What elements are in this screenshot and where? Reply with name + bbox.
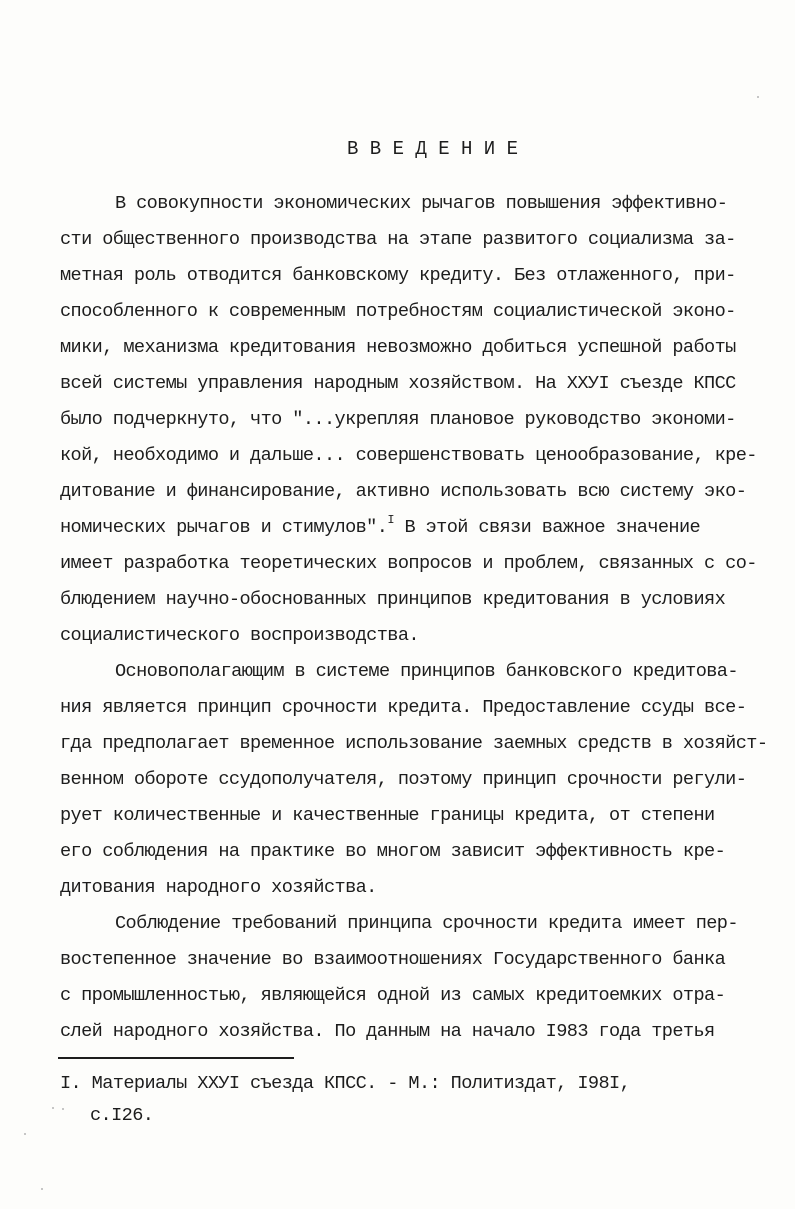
text-segment: В этой связи важное значение: [393, 517, 701, 538]
text-line: гда предполагает временное использование заемных средств в хозяйст-: [60, 733, 768, 754]
text-line: кой, необходимо и дальше... совершенствовать ценообразование, кре-: [60, 445, 757, 466]
text-line: рует количественные и качественные границы кредита, от степени: [60, 805, 715, 826]
text-line: блюдением научно-обоснованных принципов кредитования в условиях: [60, 589, 726, 610]
text-line: В совокупности экономических рычагов повышения эффективно-: [115, 193, 728, 214]
text-line: его соблюдения на практике во многом зависит эффективность кре-: [60, 841, 726, 862]
footnote-reference-mark: I: [387, 513, 394, 527]
text-line: с промышленностью, являющейся одной из самых кредитоемких отра-: [60, 985, 726, 1006]
text-line: социалистического воспроизводства.: [60, 625, 419, 646]
footnote-line: I. Материалы ХХУI съезда КПСС. - М.: Политиздат, I98I,: [60, 1073, 631, 1094]
text-line: ния является принцип срочности кредита. Предоставление ссуды все-: [60, 697, 747, 718]
text-line: всей системы управления народным хозяйством. На ХХУI съезде КПСС: [60, 373, 736, 394]
scan-speck: [41, 1188, 43, 1190]
page-title: В В Е Д Е Н И Е: [346, 138, 519, 160]
text-line: дитования народного хозяйства.: [60, 877, 377, 898]
text-line: Основополагающим в системе принципов банковского кредитова-: [115, 661, 738, 682]
text-line: востепенное значение во взаимоотношениях Государственного банка: [60, 949, 726, 970]
text-line: сти общественного производства на этапе развитого социализма за-: [60, 229, 736, 250]
text-line: имеет разработка теоретических вопросов и проблем, связанных с со-: [60, 553, 757, 574]
text-line: слей народного хозяйства. По данным на начало I983 года третья: [60, 1021, 715, 1042]
footnote: [60, 1068, 760, 1132]
text-line-with-footnote: [60, 510, 780, 546]
footnote-divider: [58, 1057, 294, 1059]
text-line: способленного к современным потребностям социалистической эконо-: [60, 301, 736, 322]
text-line: венном обороте ссудополучателя, поэтому принцип срочности регули-: [60, 769, 747, 790]
text-segment: номических рычагов и стимулов".: [60, 517, 388, 538]
text-line: было подчеркнуто, что "...укрепляя плановое руководство экономи-: [60, 409, 736, 430]
scan-speck: [24, 1133, 26, 1135]
text-line: мики, механизма кредитования невозможно добиться успешной работы: [60, 337, 736, 358]
scan-speck: [757, 96, 759, 98]
text-line: дитование и финансирование, активно использовать всю систему эко-: [60, 481, 747, 502]
body-text: [60, 186, 780, 1050]
scan-speck: [62, 1108, 64, 1110]
text-line: метная роль отводится банковскому кредиту. Без отлаженного, при-: [60, 265, 736, 286]
text-line: Соблюдение требований принципа срочности кредита имеет пер-: [115, 913, 738, 934]
scan-speck: [52, 1107, 54, 1109]
footnote-line: с.I26.: [90, 1105, 154, 1126]
